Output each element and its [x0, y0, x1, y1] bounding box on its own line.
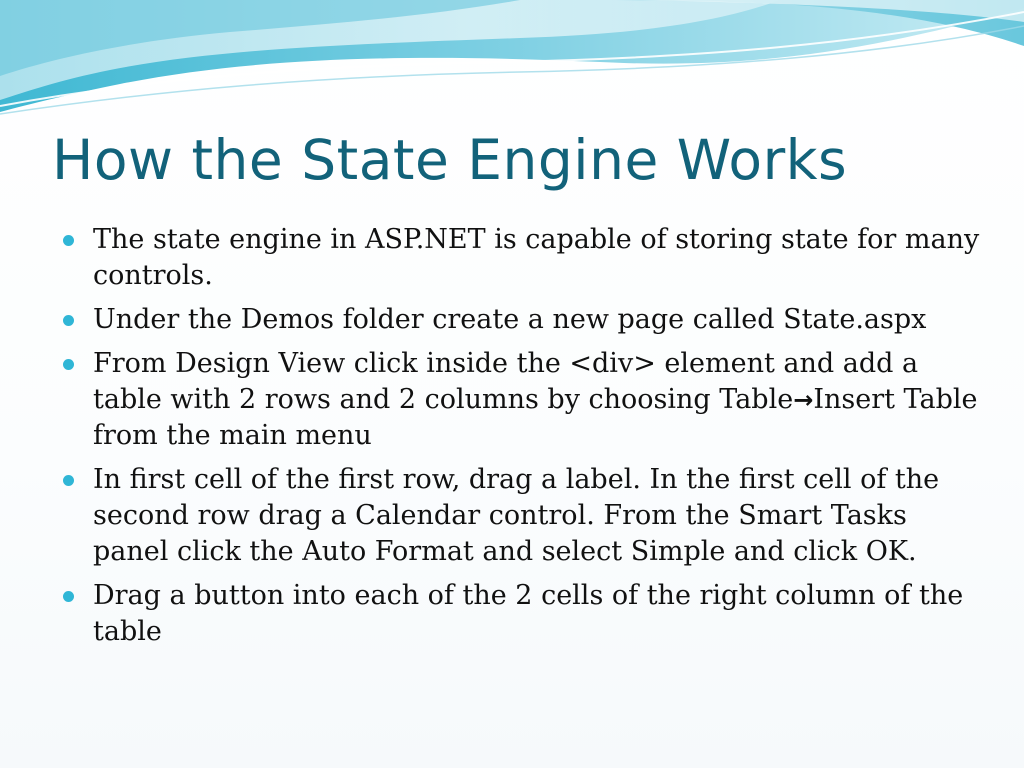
bullet-text: From Design View click inside the <div> element and add a table with 2 rows and 2 columns by choosing Table [93, 348, 919, 415]
bullet-item [60, 346, 980, 454]
bullet-list [60, 222, 980, 658]
bullet-item [60, 578, 980, 650]
bullet-text: In first cell of the first row, drag a label. In the first cell of the second row drag a Calendar control. From the Smart Tasks panel click the Auto Format and select Simple and click OK. [93, 464, 940, 567]
bullet-text: Under the Demos folder create a new page called State.aspx [93, 304, 927, 335]
bullet-item [60, 222, 980, 294]
bullet-dot-icon [63, 591, 74, 602]
bullet-text: The state engine in ASP.NET is capable of storing state for many controls. [93, 224, 980, 291]
bullet-dot-icon [63, 235, 74, 246]
bullet-dot-icon [63, 359, 74, 370]
bullet-dot-icon [63, 475, 74, 486]
bullet-item [60, 302, 980, 338]
bullet-item [60, 462, 980, 570]
bullet-text: Insert Table from the main menu [93, 384, 978, 451]
bullet-dot-icon [63, 315, 74, 326]
right-arrow-icon: → [793, 386, 814, 414]
bullet-text: Drag a button into each of the 2 cells of the right column of the table [93, 580, 964, 647]
slide-title: How the State Engine Works [52, 128, 848, 192]
header-wave-decoration [0, 0, 1024, 130]
